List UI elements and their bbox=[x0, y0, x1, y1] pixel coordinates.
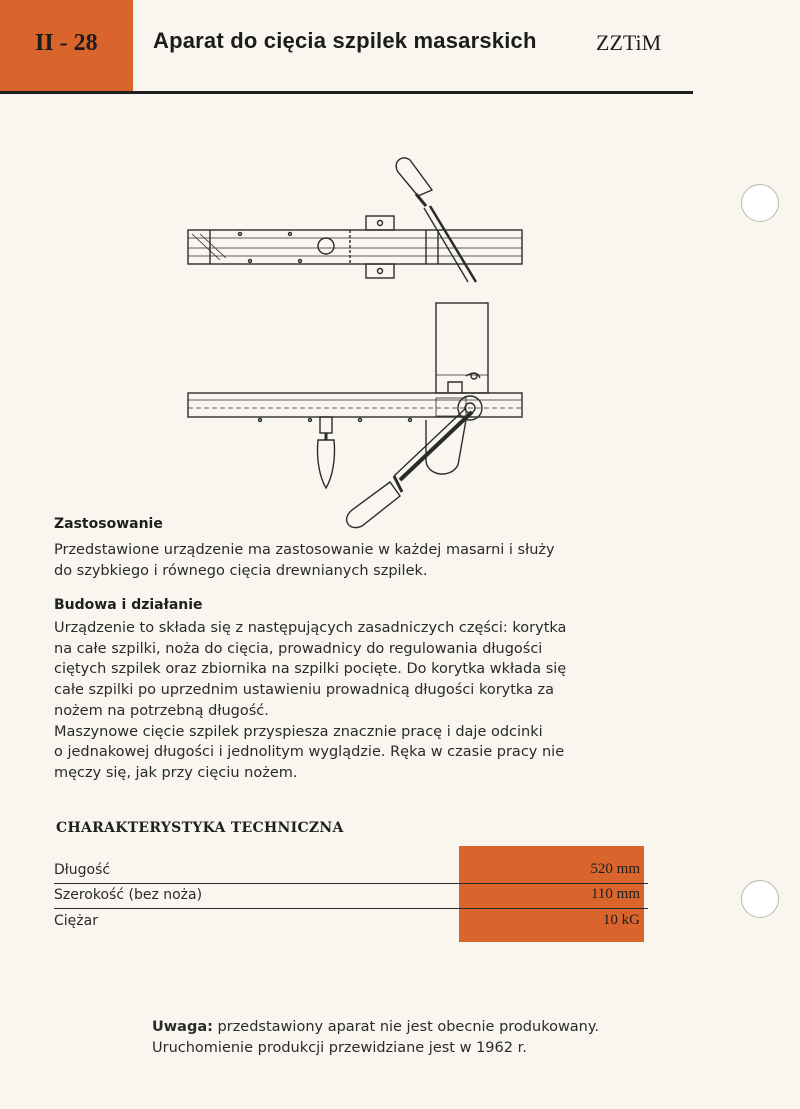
application-paragraph bbox=[54, 540, 646, 581]
note-line-1 bbox=[152, 1019, 652, 1035]
spec-value: 520 mm bbox=[590, 861, 640, 877]
top-view bbox=[188, 158, 522, 282]
spec-label: Długość bbox=[54, 862, 111, 878]
text-line: męczy się, jak przy cięciu nożem. bbox=[54, 764, 298, 781]
spec-row-width bbox=[54, 883, 645, 907]
text-line: nożem na potrzebną długość. bbox=[54, 702, 269, 719]
section-heading-application: Zastosowanie bbox=[54, 516, 163, 532]
device-technical-drawing bbox=[180, 150, 540, 530]
punch-hole-top bbox=[741, 184, 779, 222]
text-line: na całe szpilki, noża do cięcia, prowadnicy do regulowania długości bbox=[54, 640, 543, 657]
front-view bbox=[188, 303, 522, 528]
text-line: ciętych szpilek oraz zbiornika na szpilki pocięte. Do korytka wkłada się bbox=[54, 661, 567, 678]
spec-row-weight bbox=[54, 909, 645, 933]
section-heading-construction: Budowa i działanie bbox=[54, 597, 203, 613]
page-code: II - 28 bbox=[35, 30, 98, 56]
text-line: Przedstawione urządzenie ma zastosowanie w każdej masarni i służy bbox=[54, 542, 555, 558]
note-text: przedstawiony aparat nie jest obecnie produkowany. bbox=[217, 1019, 599, 1035]
text-line: całe szpilki po uprzednim ustawieniu prowadnicą długości korytka za bbox=[54, 682, 555, 699]
text-line: Maszynowe cięcie szpilek przyspiesza znacznie pracę i daje odcinki bbox=[54, 723, 543, 740]
text-line: o jednakowej długości i jednolitym wyglądzie. Ręka w czasie pracy nie bbox=[54, 744, 565, 761]
note-label: Uwaga: bbox=[152, 1019, 213, 1035]
text-line: Urządzenie to składa się z następujących zasadniczych części: korytka bbox=[54, 620, 567, 636]
spec-row-length bbox=[54, 858, 645, 882]
organization-name: ZZTiM bbox=[596, 30, 662, 55]
spec-value: 110 mm bbox=[590, 886, 640, 902]
spec-label: Ciężar bbox=[54, 913, 98, 929]
spec-value: 10 kG bbox=[602, 912, 640, 928]
header-rule bbox=[0, 91, 693, 94]
note-line-2: Uruchomienie produkcji przewidziane jest w 1962 r. bbox=[152, 1040, 527, 1056]
text-line: do szybkiego i równego cięcia drewnianych szpilek. bbox=[54, 562, 428, 579]
specs-title: CHARAKTERYSTYKA TECHNICZNA bbox=[56, 820, 344, 836]
punch-hole-bottom bbox=[741, 880, 779, 918]
spec-label: Szerokość (bez noża) bbox=[54, 887, 203, 903]
construction-paragraph bbox=[54, 618, 646, 784]
page-title: Aparat do cięcia szpilek masarskich bbox=[153, 28, 537, 53]
